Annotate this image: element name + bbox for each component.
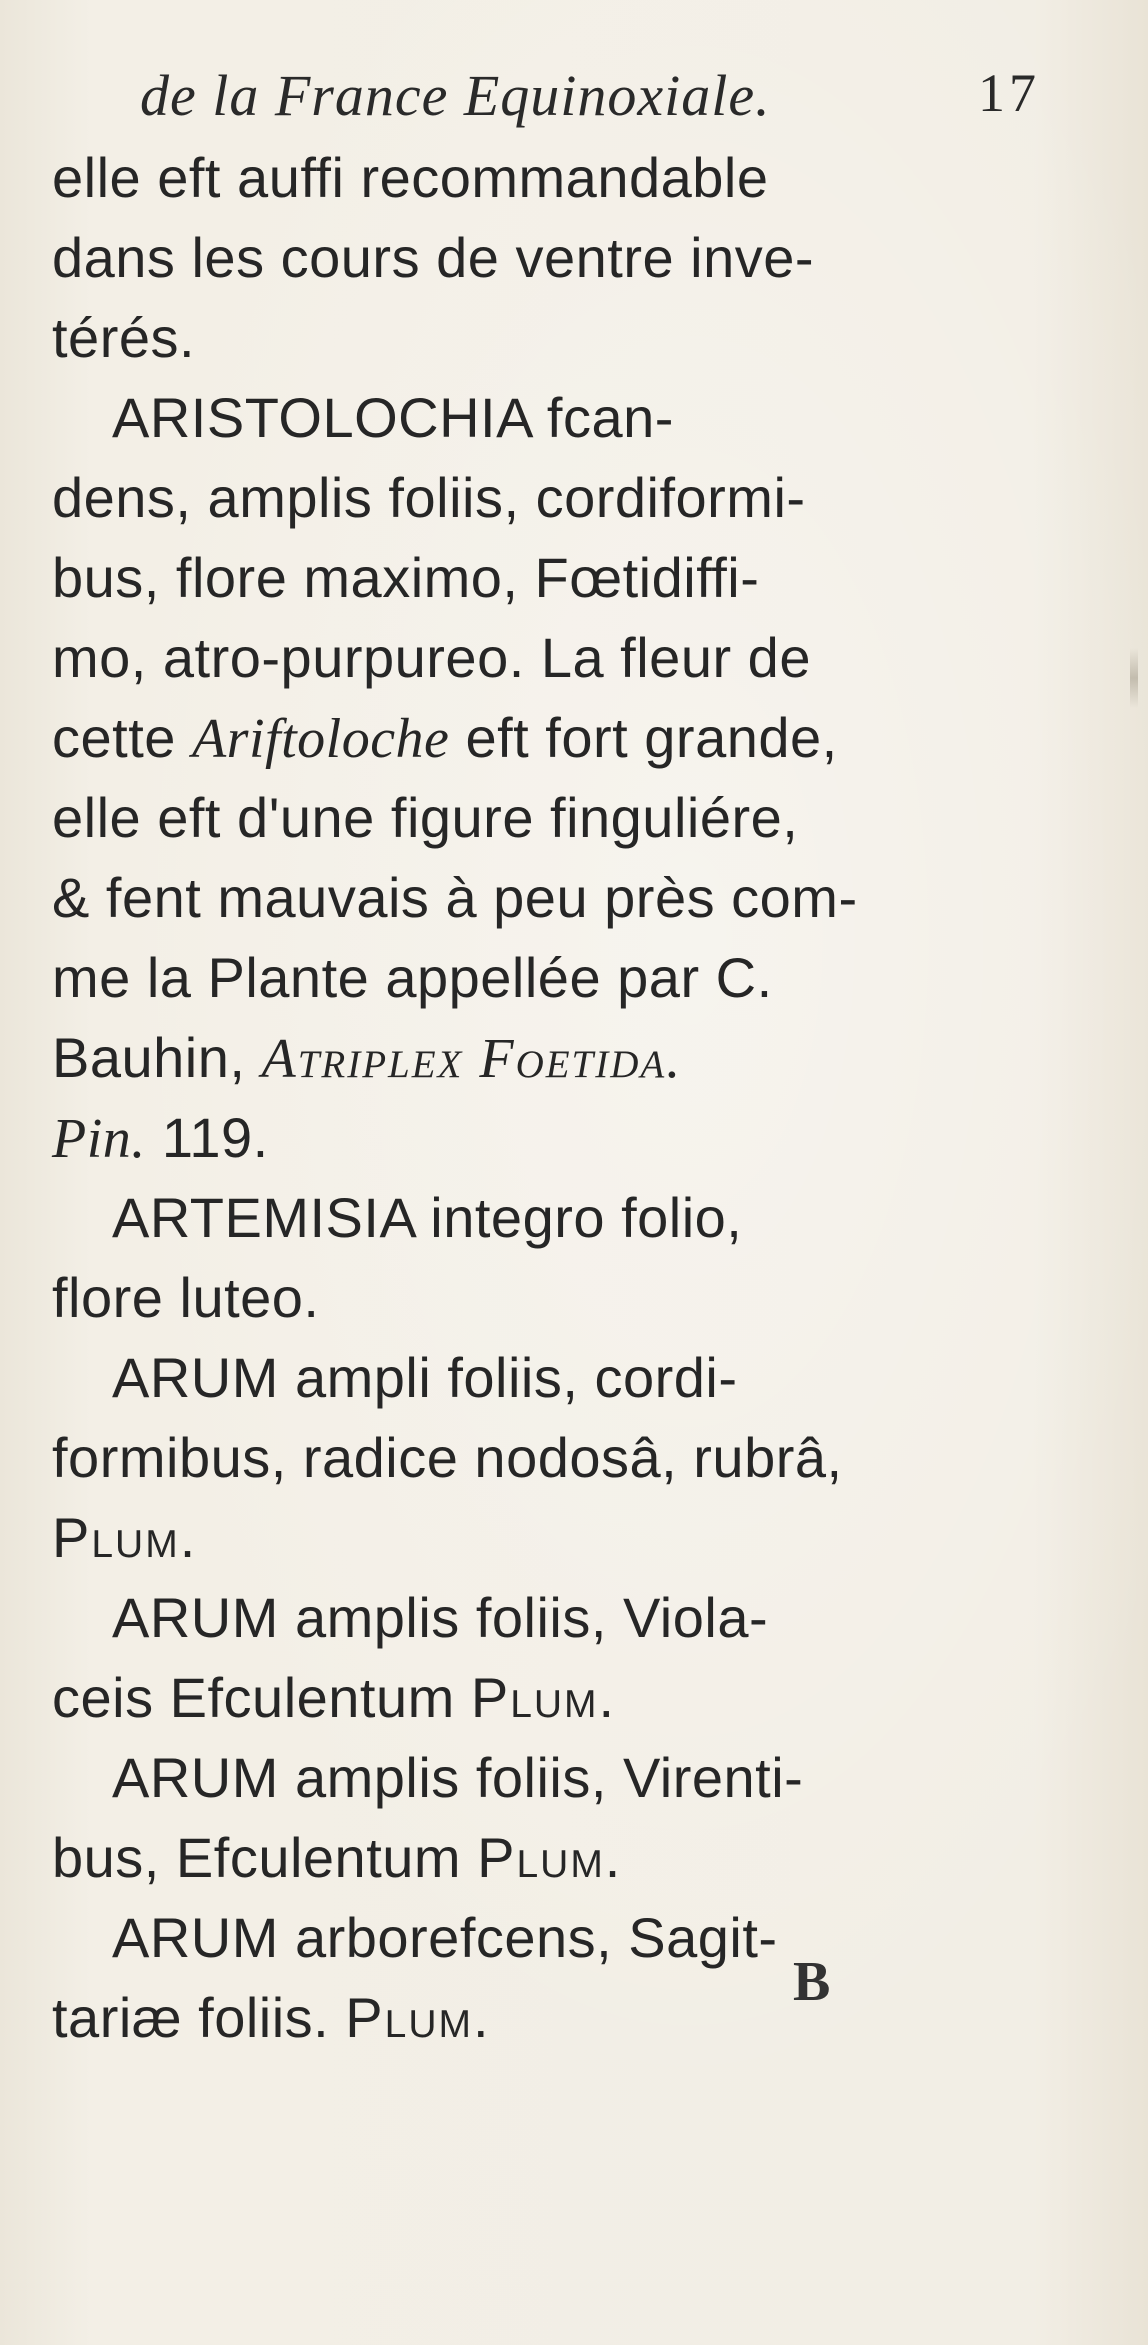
text-line: térés. <box>52 306 196 369</box>
text-line: Bauhin, Atriplex Foetida. <box>52 1026 683 1090</box>
text-line: flore luteo. <box>52 1266 320 1329</box>
body-text <box>52 138 1052 2058</box>
text-line: bus, flore maximo, Fœtidiffi- <box>52 546 760 609</box>
smallcaps-term: Plum. <box>52 1506 198 1569</box>
text-line: cette Ariftoloche eft fort grande, <box>52 706 838 770</box>
entry-arum-4: ARUM arborefcens, Sagit- <box>112 1906 778 1969</box>
text-line: mo, atro-purpureo. La fleur de <box>52 626 811 689</box>
text-line: elle eft auffi recommandable <box>52 146 769 209</box>
entry-aristolochia: ARISTOLOCHIA fcan- <box>112 386 674 449</box>
text-line: elle eft d'une figure finguliére, <box>52 786 799 849</box>
paper-edge-mark <box>1130 648 1138 708</box>
italic-term: Pin. <box>52 1108 146 1170</box>
text-line: ceis Efculentum Plum. <box>52 1666 617 1729</box>
text-line: formibus, radice nodosâ, rubrâ, <box>52 1426 843 1489</box>
entry-artemisia: ARTEMISIA integro folio, <box>112 1186 743 1249</box>
text-line: Pin. 119. <box>52 1106 269 1170</box>
text-line: bus, Efculentum Plum. <box>52 1826 623 1889</box>
smallcaps-term: Plum. <box>470 1666 617 1729</box>
italic-term: Ariftoloche <box>191 708 450 770</box>
smallcaps-term: Plum. <box>477 1826 623 1889</box>
page-header <box>140 62 1040 142</box>
text-line: me la Plante appellée par C. <box>52 946 773 1009</box>
text-line: tariæ foliis. Plum. <box>52 1986 491 2049</box>
text-line: dans les cours de ventre inve- <box>52 226 815 289</box>
entry-arum-3: ARUM amplis foliis, Virenti- <box>112 1746 804 1809</box>
entry-arum-1: ARUM ampli foliis, cordi- <box>112 1346 738 1409</box>
italic-smallcaps-term: Atriplex Foetida. <box>261 1028 683 1090</box>
running-title: de la France Equinoxiale. <box>140 63 771 128</box>
page-number: 17 <box>978 63 1040 123</box>
text-line: dens, amplis foliis, cordiformi- <box>52 466 806 529</box>
smallcaps-term: Plum. <box>345 1986 491 2049</box>
entry-arum-2: ARUM amplis foliis, Viola- <box>112 1586 769 1649</box>
signature-mark: B <box>793 1951 831 2013</box>
text-line <box>52 1498 1052 1578</box>
text-line: & fent mauvais à peu près com- <box>52 866 858 929</box>
